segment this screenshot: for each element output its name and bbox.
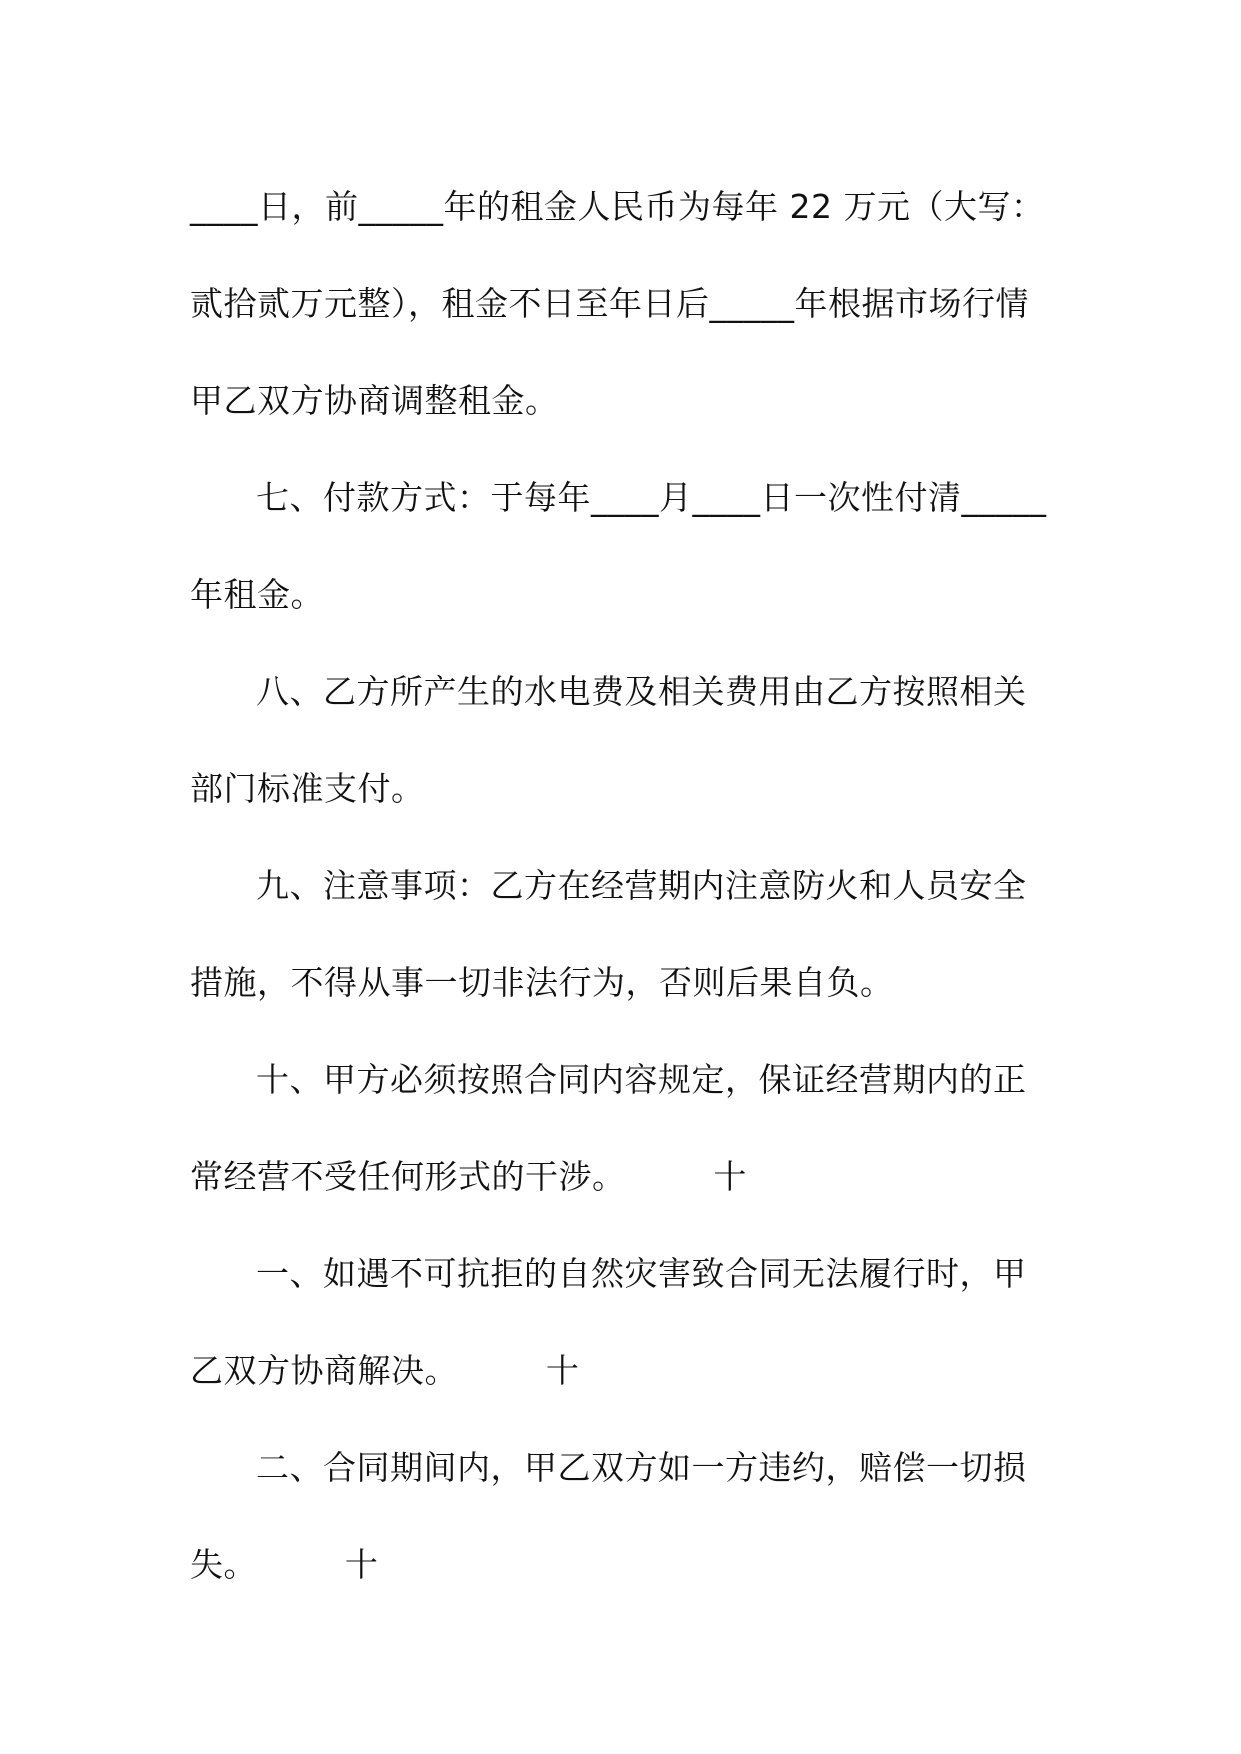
text-line: 七、付款方式：于每年____月____日一次性付清_____ [256, 478, 1047, 517]
text-line: 常经营不受任何形式的干涉。 十 [190, 1157, 747, 1196]
text-line: 十、甲方必须按照合同内容规定，保证经营期内的正 [256, 1060, 1027, 1099]
text-line: 措施，不得从事一切非法行为，否则后果自负。 [190, 963, 894, 1002]
text-line: 失。 十 [190, 1545, 379, 1584]
text-line: 甲乙双方协商调整租金。 [190, 381, 559, 420]
text-line: 九、注意事项：乙方在经营期内注意防火和人员安全 [256, 866, 1027, 905]
text-line: ____日，前_____年的租金人民币为每年 22 万元（大写： [190, 187, 1045, 226]
text-line: 年租金。 [190, 575, 324, 614]
text-line: 八、乙方所产生的水电费及相关费用由乙方按照相关 [256, 672, 1027, 711]
text-line: 乙双方协商解决。 十 [190, 1351, 580, 1390]
text-line: 贰拾贰万元整），租金不日至年日后_____年根据市场行情 [190, 284, 1029, 323]
text-line: 一、如遇不可抗拒的自然灾害致合同无法履行时，甲 [256, 1254, 1027, 1293]
text-line: 二、合同期间内，甲乙双方如一方违约，赔偿一切损 [256, 1448, 1027, 1487]
text-line: 部门标准支付。 [190, 769, 425, 808]
